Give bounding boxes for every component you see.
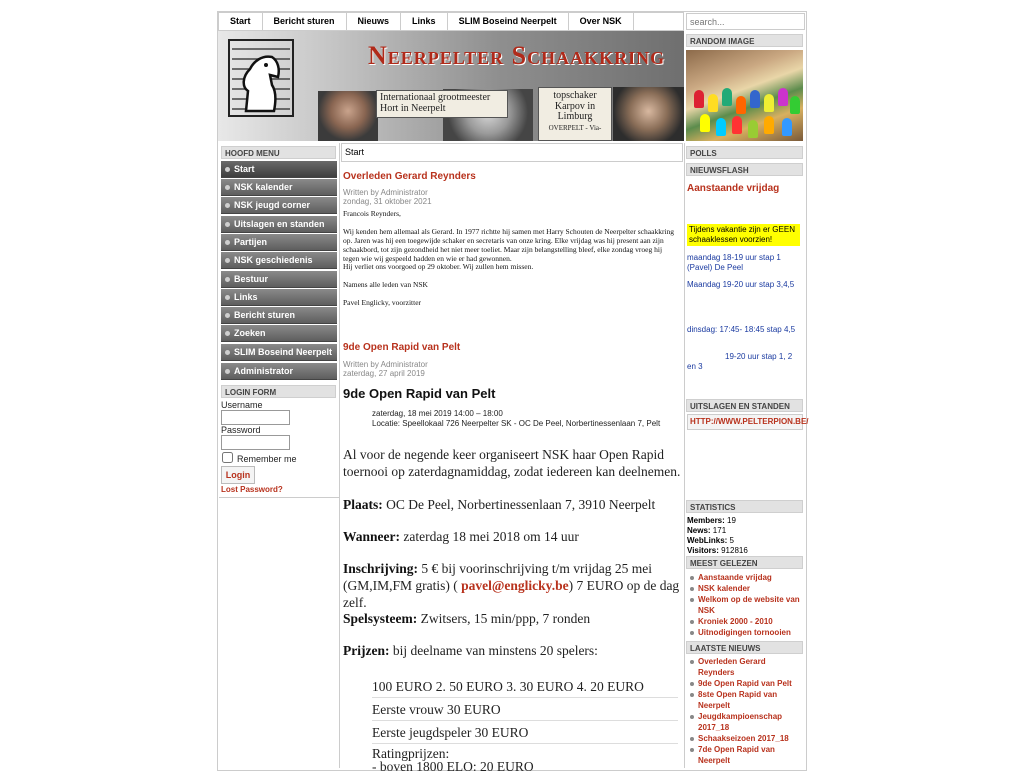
divider — [339, 143, 340, 768]
stat-row — [687, 546, 748, 557]
stat-value: 19 — [727, 516, 736, 525]
article-author: Written by Administrator — [343, 360, 428, 369]
article-date: zondag, 31 oktober 2021 — [343, 197, 432, 206]
topmenu-item-links[interactable]: Links — [401, 13, 448, 30]
menu-item-uitslagen[interactable]: Uitslagen en standen — [221, 216, 337, 233]
event-inschrijving — [343, 560, 683, 611]
topmenu-item-over-nsk[interactable]: Over NSK — [569, 13, 634, 30]
event-heading: 9de Open Rapid van Pelt — [343, 386, 496, 401]
remember-me-label: Remember me — [237, 454, 297, 464]
event-prijzen — [343, 642, 683, 659]
event-intro: Al voor de negende keer organiseert NSK haar Open Rapid toernooi op zaterdagnamiddag, zodat iedereen kan deelnemen. — [343, 447, 681, 479]
uitslagen-link[interactable]: HTTP://WWW.PELTERPION.BE/ — [687, 414, 803, 430]
site-header — [218, 31, 684, 141]
menu-item-nsk-kalender[interactable]: NSK kalender — [221, 179, 337, 196]
spelsysteem-value: Zwitsers, 15 min/ppp, 7 ronden — [417, 611, 591, 626]
newsflash-line: Maandag 19-20 uur stap 3,4,5 — [687, 280, 795, 289]
menu-item-start[interactable]: Start — [221, 161, 337, 178]
newsflash-line: dinsdag: 17:45- 18:45 stap 4,5 — [687, 325, 796, 334]
stat-label: WebLinks: — [687, 536, 728, 545]
lost-password-link[interactable]: Lost Password? — [221, 485, 283, 494]
meest-gelezen-item[interactable]: Uitnodigingen tornooien — [690, 627, 802, 638]
laatste-nieuws-item[interactable]: Overleden Gerard Reynders — [690, 656, 780, 678]
password-field[interactable] — [221, 435, 290, 450]
meest-gelezen-item[interactable]: NSK kalender — [690, 583, 802, 594]
breadcrumb: Start — [341, 143, 683, 162]
header-photo — [318, 91, 378, 141]
username-field[interactable] — [221, 410, 290, 425]
topmenu-item-nieuws[interactable]: Nieuws — [347, 13, 402, 30]
laatste-nieuws-item[interactable]: 9de Open Rapid van Pelt — [690, 678, 802, 689]
stat-row — [687, 526, 726, 537]
event-plaats — [343, 496, 683, 513]
random-image-heading: RANDOM IMAGE — [686, 34, 803, 47]
topmenu-item-start[interactable]: Start — [219, 13, 263, 30]
menu-item-partijen[interactable]: Partijen — [221, 234, 337, 251]
laatste-nieuws-item[interactable]: 8ste Open Rapid van Neerpelt — [690, 689, 788, 711]
article-paragraph: Wij kenden hem allemaal als Gerard. In 1977 richtte hij samen met Harry Schouten de Neerpelter schaakkring op. Jaren was hij een toegewijde schaker en secretaris van onze kring. Elke vrijdag was hij present aan zijn schaakbord, tot zijn gezondheid het niet meer toeliet. Maar zijn belangstelling bleef, elke zondag vroeg hij tegen wie wij gespeeld hadden en wie er had gewonnen. — [343, 227, 675, 263]
prize-item: Eerste vrouw 30 EURO — [372, 702, 501, 717]
divider — [372, 720, 678, 721]
article-date: zaterdag, 27 april 2019 — [343, 369, 425, 378]
clipping-subtext: OVERPELT - Via- — [548, 123, 602, 132]
article-paragraph: Francois Reynders, — [343, 209, 401, 218]
header-photo — [613, 87, 684, 141]
event-location: Locatie: Speellokaal 726 Neerpelter SK - OC De Peel, Norbertinessenlaan 7, Pelt — [372, 419, 661, 428]
meest-gelezen-item[interactable]: Aanstaande vrijdag — [690, 572, 802, 583]
article-title[interactable]: Overleden Gerard Reynders — [343, 171, 476, 182]
newspaper-clipping: Internationaal grootmeester Hort in Neerpelt — [376, 90, 508, 118]
article-paragraph: Pavel Englicky, voorzitter — [343, 298, 422, 307]
menu-item-zoeken[interactable]: Zoeken — [221, 325, 337, 342]
inschrijving-value-end: ) 7 EURO op de dag zelf. — [343, 578, 680, 610]
topmenu-item-slim-boseind[interactable]: SLIM Boseind Neerpelt — [448, 13, 569, 30]
stat-row — [687, 516, 736, 527]
stat-row — [687, 536, 734, 547]
knight-shield-logo-icon — [228, 39, 294, 117]
remember-me-checkbox[interactable] — [222, 452, 233, 463]
stat-label: Visitors: — [687, 546, 719, 555]
statistics-heading: STATISTICS — [686, 500, 803, 513]
newsflash-line: 19-20 uur stap 1, 2 en 3 — [687, 352, 793, 371]
meest-gelezen-item[interactable]: Welkom op de website van NSK — [690, 594, 802, 616]
inschrijving-label: Inschrijving: — [343, 561, 419, 576]
article-paragraph: Hij verliet ons voorgoed op 29 oktober. Wij zullen hem missen. — [343, 262, 534, 271]
laatste-nieuws-heading: LAATSTE NIEUWS — [686, 641, 803, 654]
menu-item-bericht-sturen[interactable]: Bericht sturen — [221, 307, 337, 324]
event-wanneer — [343, 528, 683, 545]
menu-item-administrator[interactable]: Administrator — [221, 363, 337, 380]
newspaper-clipping — [538, 87, 612, 141]
divider — [372, 697, 678, 698]
prijzen-label: Prijzen: — [343, 643, 390, 658]
laatste-nieuws-item[interactable]: 7de Open Rapid van Neerpelt — [690, 744, 788, 766]
menu-item-jeugd-corner[interactable]: NSK jeugd corner — [221, 197, 337, 214]
stat-value: 171 — [712, 526, 727, 535]
polls-heading: POLLS — [686, 146, 803, 159]
random-image[interactable] — [686, 50, 803, 141]
spelsysteem-label: Spelsysteem: — [343, 611, 418, 626]
top-menu — [218, 12, 684, 31]
plaats-value: OC De Peel, Norbertinessenlaan 7, 3910 Neerpelt — [382, 497, 656, 512]
plaats-label: Plaats: — [343, 497, 383, 512]
topmenu-item-bericht-sturen[interactable]: Bericht sturen — [263, 13, 347, 30]
menu-item-links[interactable]: Links — [221, 289, 337, 306]
newsflash-title[interactable]: Aanstaande vrijdag — [687, 183, 780, 194]
article-author: Written by Administrator — [343, 188, 428, 197]
stat-value: 912816 — [721, 546, 748, 555]
prijzen-value: bij deelname van minstens 20 spelers: — [389, 643, 598, 658]
meest-gelezen-item[interactable]: Kroniek 2000 - 2010 — [690, 616, 802, 627]
laatste-nieuws-item[interactable]: Schaakseizoen 2017_18 — [690, 733, 802, 744]
article-title[interactable]: 9de Open Rapid van Pelt — [343, 342, 461, 353]
login-button[interactable]: Login — [221, 466, 255, 484]
divider — [684, 143, 685, 768]
uitslagen-heading: UITSLAGEN EN STANDEN — [686, 399, 803, 412]
inschrijving-value: 5 € bij voorinschrijving t/m vrijdag 25 mei (GM,IM,FM gratis) ( — [343, 561, 652, 593]
newsflash-notice: Tijdens vakantie zijn er GEEN schaaklessen voorzien! — [687, 224, 800, 246]
prize-item: 100 EURO 2. 50 EURO 3. 30 EURO 4. 20 EURO — [372, 679, 644, 694]
article-paragraph: Namens alle leden van NSK — [343, 280, 428, 289]
clipping-text: topschaker Karpov in Limburg — [553, 90, 597, 122]
newsflash-line: maandag 18-19 uur stap 1 (Pavel) De Peel — [687, 253, 781, 272]
wanneer-label: Wanneer: — [343, 529, 400, 544]
password-label: Password — [221, 425, 261, 435]
rating-item: - boven 1800 ELO: 20 EURO — [372, 759, 534, 774]
login-form-heading: LOGIN FORM — [221, 385, 336, 398]
event-spelsysteem — [343, 610, 683, 627]
newsflash-heading: NIEUWSFLASH — [686, 163, 803, 176]
rating-label: Ratingprijzen: — [372, 746, 450, 761]
laatste-nieuws-item[interactable]: Jeugdkampioenschap 2017_18 — [690, 711, 788, 733]
menu-item-bestuur[interactable]: Bestuur — [221, 271, 337, 288]
wanneer-value: zaterdag 18 mei 2018 om 14 uur — [400, 529, 579, 544]
divider — [219, 497, 339, 498]
search-input[interactable] — [686, 13, 805, 30]
menu-item-slim-boseind[interactable]: SLIM Boseind Neerpelt — [221, 344, 337, 361]
stat-label: News: — [687, 526, 711, 535]
event-date: zaterdag, 18 mei 2019 14:00 – 18:00 — [372, 409, 503, 418]
stat-label: Members: — [687, 516, 725, 525]
menu-item-geschiedenis[interactable]: NSK geschiedenis — [221, 252, 337, 269]
stat-value: 5 — [729, 536, 734, 545]
site-title: Neerpelter Schaakkring — [368, 41, 666, 70]
meest-gelezen-heading: MEEST GELEZEN — [686, 556, 803, 569]
username-label: Username — [221, 400, 263, 410]
prize-item: Eerste jeugdspeler 30 EURO — [372, 725, 529, 740]
email-link[interactable]: pavel@englicky.be — [461, 578, 569, 593]
divider — [372, 743, 678, 744]
main-menu-heading: HOOFD MENU — [221, 146, 336, 159]
